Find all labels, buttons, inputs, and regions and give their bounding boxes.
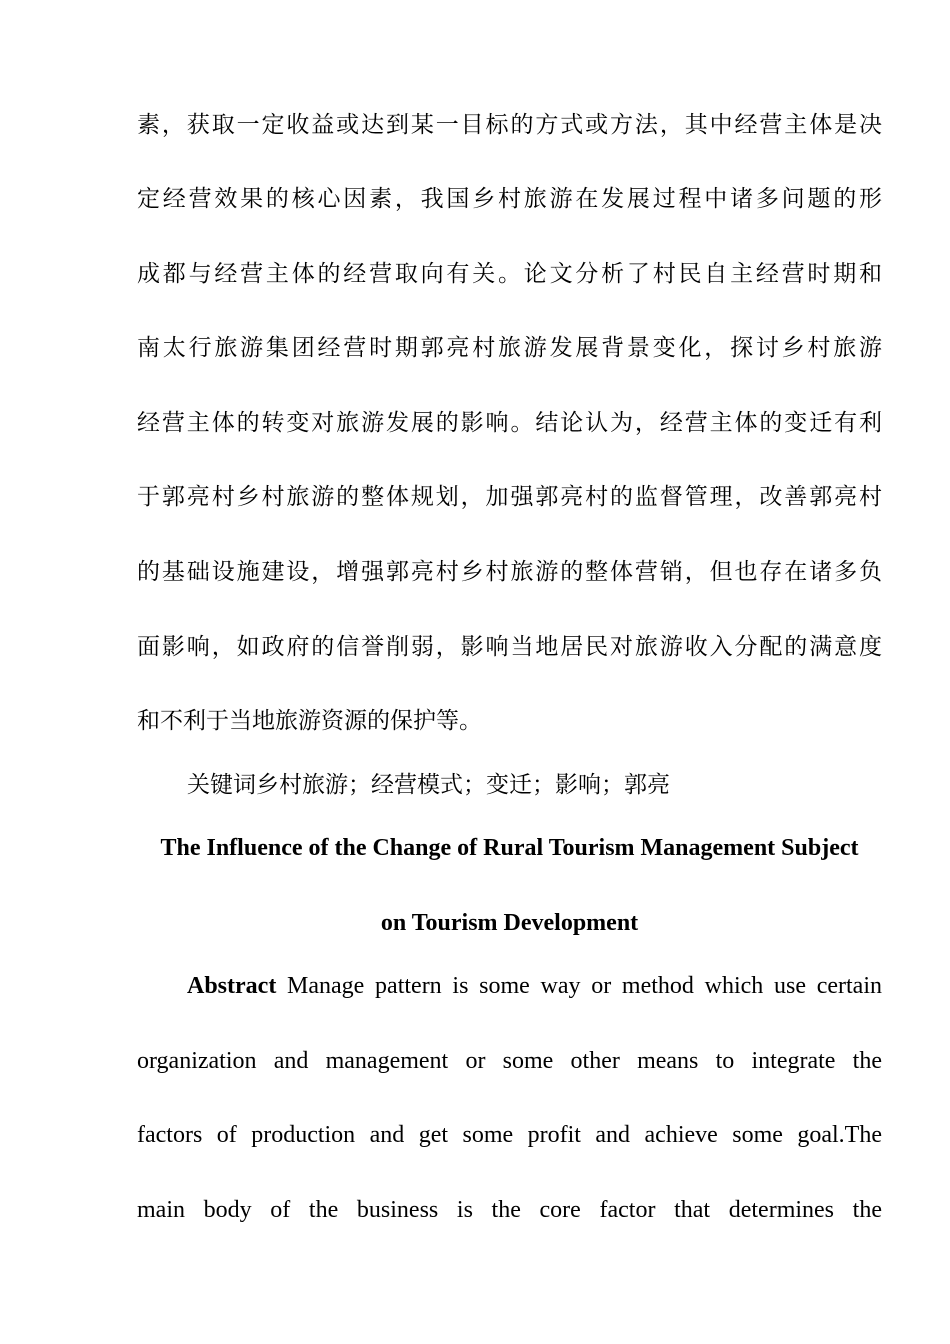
en-abstract-line-4: main body of the business is the core factor that determines the <box>137 1197 882 1223</box>
cn-abstract-line-5: 经营主体的转变对旅游发展的影响。结论认为，经营主体的变迁有利 <box>137 410 882 436</box>
cn-abstract-line-8: 面影响，如政府的信誉削弱，影响当地居民对旅游收入分配的满意度 <box>137 634 882 660</box>
cn-abstract-line-3: 成都与经营主体的经营取向有关。论文分析了村民自主经营时期和 <box>137 261 882 287</box>
keywords-line <box>187 768 670 802</box>
en-abstract-first-line-text: Manage pattern is some way or method which use certain <box>287 973 882 999</box>
cn-abstract-line-9: 和不利于当地旅游资源的保护等。 <box>137 708 482 734</box>
cn-abstract-line-6: 于郭亮村乡村旅游的整体规划，加强郭亮村的监督管理，改善郭亮村 <box>137 484 882 510</box>
cn-abstract-line-1: 素，获取一定收益或达到某一目标的方式或方法，其中经营主体是决 <box>137 112 882 138</box>
english-title-line-2: on Tourism Development <box>380 910 639 936</box>
abstract-label: Abstract <box>187 973 277 999</box>
cn-abstract-line-4: 南太行旅游集团经营时期郭亮村旅游发展背景变化，探讨乡村旅游 <box>137 335 882 361</box>
en-abstract-line-3: factors of production and get some profit and achieve some goal.The <box>137 1122 882 1148</box>
cn-abstract-line-7: 的基础设施建设，增强郭亮村乡村旅游的整体营销，但也存在诸多负 <box>137 559 882 585</box>
keywords-label: 关键词 <box>187 772 256 798</box>
en-abstract-line-2: organization and management or some other means to integrate the <box>137 1048 882 1074</box>
en-abstract-line-1 <box>187 969 882 1003</box>
cn-abstract-line-2: 定经营效果的核心因素，我国乡村旅游在发展过程中诸多问题的形 <box>137 186 882 212</box>
keywords-text: 乡村旅游；经营模式；变迁；影响；郭亮 <box>256 772 670 798</box>
english-title-line-1: The Influence of the Change of Rural Tourism Management Subject <box>160 835 859 861</box>
